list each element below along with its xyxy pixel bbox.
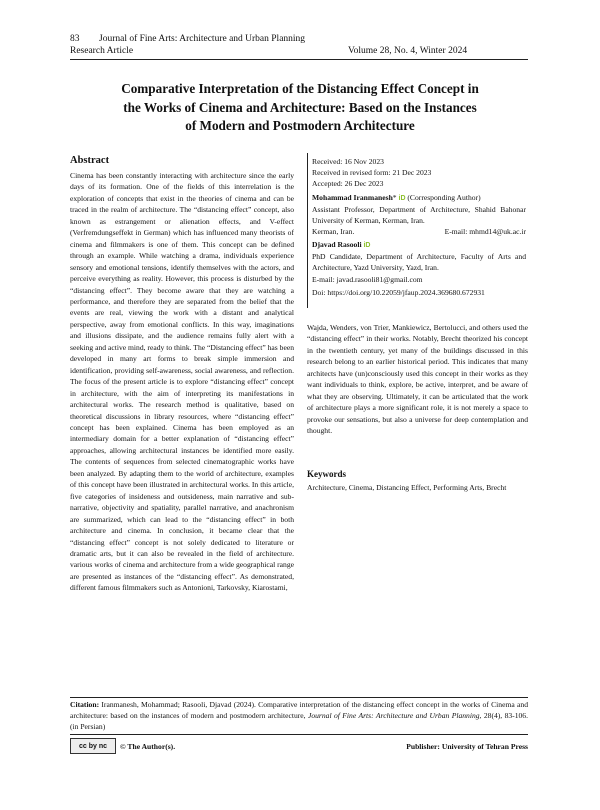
accepted-date: Accepted: 26 Dec 2023 (312, 179, 384, 189)
citation-rule (70, 697, 528, 698)
author1-affiliation: Assistant Professor, Department of Architecture, Shahid Bahonar University of Kerman, Kerman, Iran. (312, 204, 526, 226)
author1-email[interactable]: E-mail: mhmd14@uk.ac.ir (444, 226, 526, 236)
page-number: 83 (70, 34, 80, 44)
keywords-heading: Keywords (307, 469, 346, 479)
title-line: Comparative Interpretation of the Distancing Effect Concept in (121, 81, 479, 96)
abstract-heading: Abstract (70, 155, 110, 166)
author2-email[interactable]: E-mail: javad.rasooli81@gmail.com (312, 274, 423, 284)
author2-line (312, 239, 526, 251)
author1-contact (312, 226, 526, 237)
keywords-text: Architecture, Cinema, Distancing Effect, Performing Arts, Brecht (307, 483, 507, 492)
author2-name: Djavad Rasooli (312, 240, 362, 250)
copyright-text: © The Author(s). (120, 742, 176, 751)
orcid-icon[interactable]: iD (398, 194, 406, 202)
abstract-continuation: Wajda, Wenders, von Trier, Mankiewicz, Bertolucci, and others used the “distancing effect” in their works. Notably, Brecht theorized his concept in the twentieth century, yet many of the buildings discussed in this research belong to an earlier historical period. This indicates that many architects have (un)consciously used this concept in their works as they want individuals to think, explore, be active, interpret, and be aware of what they are observing. Ultimately, it can be articulated that the work of architecture plays a more significant role, it is not merely a space to provoke our sensations, but also a universe for deep contemplation and thought. (307, 323, 528, 436)
publisher-text: Publisher: University of Tehran Press (406, 742, 528, 751)
article-title (80, 80, 520, 136)
received-date: Received: 16 Nov 2023 (312, 157, 384, 166)
revised-date: Received in revised form: 21 Dec 2023 (312, 168, 432, 178)
citation-volume: 28(4), 83-106. (in Persian) (70, 711, 528, 732)
header-rule (70, 59, 528, 60)
footer-rule (70, 734, 528, 735)
citation (70, 699, 528, 733)
citation-label: Citation: (70, 700, 100, 709)
corresponding-mark: * (392, 192, 397, 202)
doi-link[interactable]: Doi: https://doi.org/10.22059/jfaup.2024.369680.672931 (312, 287, 485, 297)
title-line: the Works of Cinema and Architecture: Based on the Instances (123, 99, 477, 115)
orcid-icon[interactable]: iD (363, 242, 371, 250)
author2-affiliation: PhD Candidate, Department of Architecture, Faculty of Arts and Architecture, Yazd University, Yazd, Iran. (312, 252, 526, 273)
volume-info: Volume 28, No. 4, Winter 2024 (348, 46, 468, 56)
citation-journal: Journal of Fine Arts: Architecture and Urban Planning, (307, 711, 482, 721)
author1-city: Kerman, Iran. (312, 226, 355, 236)
citation-text: Iranmanesh, Mohammad; Rasooli, Djavad (2024). Comparative interpretation of the distancing effect concept in the works of Cinema and architecture: based on the instances of modern and postmodern architecture, (70, 700, 528, 721)
author1-line (312, 192, 526, 204)
cc-license-badge[interactable]: cc by nc (70, 738, 116, 754)
journal-name: Journal of Fine Arts: Architecture and Urban Planning (99, 34, 306, 44)
abstract-text: Cinema has been constantly interacting with architecture since the early days of its formation. One of the fields of this interrelation is the exploration of concepts that exist in the theories of cinema and can be traced in the realm of architecture. The “distancing effect” concept, also known as estrangement or alienation effects, and V-effect (Verfremdungseffekt in German) which has influenced many theorists of cinema and filmmakers is one of them. This concept can be defined through an example. While watching a drama, individuals experience sensory and emotional tensions, identify themselves with the actors, and perceive everything as reality. However, this process is disturbed by the “distancing effect”. They become aware that they are watching a performance, and therefore they are separated from the belief that the events are real, viewing the work with a distant and analytical perspective, away from emotional conflicts. In this way, imaginations and illusions dissipate, and the audience remains fully alert with a seeking and active mind, ready to think. The “Distancing effect” has been developed in many art forms to break simple immersion and identification, providing self-awareness, social awareness, and reflection. The focus of the present article is to explore “distancing effect” concept in architecture, with the aim of interpreting its manifestations in architectural works. The research method is qualitative, based on theoretical discussions in library resources, where “distancing effect” concept has been explained. Cinema has been employed as an intermediary domain for a better explanation of “distancing effect” approaches, allowing architectural instances be identified more easily. The contents of sequences from selected cinematographic works have been analyzed. By adapting them to the world of architecture, examples of this concept have been illustrated in architectural works. In this article, five categories of insideness and outsideness, main narrative and sub-narrative, objectivity and spatiality, parallel narrative, and anachronism are summarized, which can lead to the “distancing effect” in both architecture and cinema. In conclusion, it became clear that the “distancing effect” concept is not solely dedicated to literature or dramatic arts, but it can also be revealed in the field of architecture. various works of cinema and architecture from a wide geographical range are presented as instances of the “distancing effect”. As demonstrated, different famous filmmakers such as Antonioni, Tarkovsky, Kiarostami, (70, 171, 294, 593)
corresponding-label: (Corresponding Author) (407, 192, 481, 202)
author1-name: Mohammad Iranmanesh (312, 192, 393, 202)
article-info (312, 156, 526, 298)
title-line: of Modern and Postmodern Architecture (185, 118, 415, 133)
article-type: Research Article (70, 46, 134, 56)
